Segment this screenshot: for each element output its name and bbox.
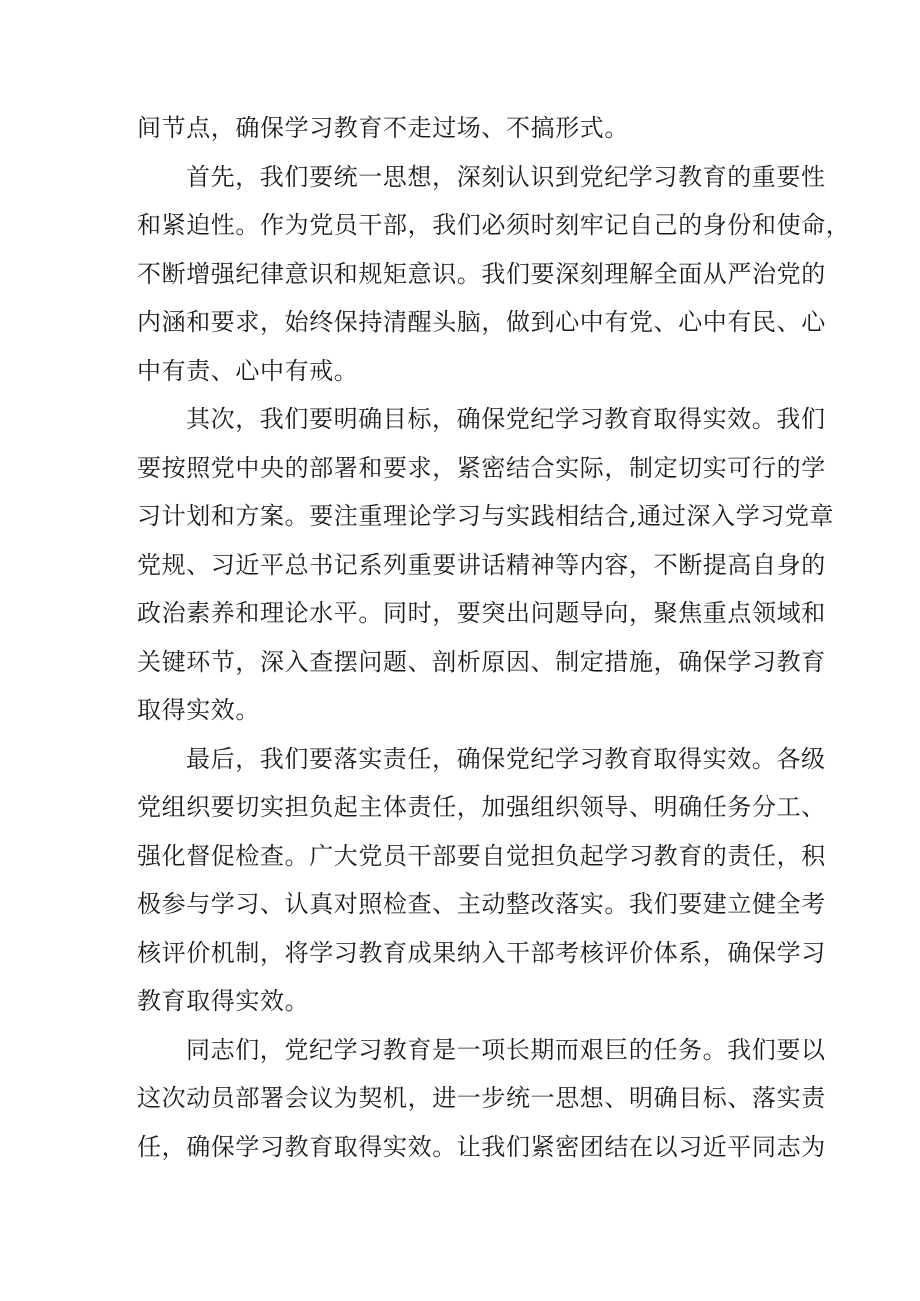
document-body — [137, 104, 851, 1171]
text-line: 取得实效。 — [137, 696, 260, 724]
text-line: 党规、习近平总书记系列重要讲话精神等内容，不断提高自身的 — [137, 550, 826, 579]
text-line: 党组织要切实担负起主体责任，加强组织领导、明确任务分工、 — [137, 793, 826, 821]
text-line: 极参与学习、认真对照检查、主动整改落实。我们要建立健全考 — [137, 890, 826, 918]
text-line: 同志们，党纪学习教育是一项长期而艰巨的任务。我们要以 — [186, 1035, 826, 1064]
text-line: 要按照党中央的部署和要求，紧密结合实际，制定切实可行的学 — [137, 453, 826, 482]
text-line: 这次动员部署会议为契机，进一步统一思想、明确目标、落实责 — [137, 1084, 826, 1112]
text-line: 和紧迫性。作为党员干部，我们必须时刻牢记自己的身份和使命， — [137, 211, 851, 239]
text-line: 习计划和方案。要注重理论学习与实践相结合,通过深入学习党章 — [137, 502, 835, 530]
text-line: 中有责、心中有戒。 — [137, 356, 359, 385]
text-line: 首先，我们要统一思想，深刻认识到党纪学习教育的重要性 — [186, 162, 826, 191]
text-line: 关键环节，深入查摆问题、剖析原因、制定措施，确保学习教育 — [137, 647, 826, 676]
text-line: 强化督促检查。广大党员干部要自觉担负起学习教育的责任，积 — [137, 841, 826, 870]
text-line: 间节点，确保学习教育不走过场、不搞形式。 — [137, 114, 629, 142]
text-line: 其次，我们要明确目标，确保党纪学习教育取得实效。我们 — [186, 405, 826, 433]
text-line: 核评价机制，将学习教育成果纳入干部考核评价体系，确保学习 — [137, 938, 826, 967]
text-line: 不断增强纪律意识和规矩意识。我们要深刻理解全面从严治党的 — [137, 259, 826, 288]
text-line: 最后，我们要落实责任，确保党纪学习教育取得实效。各级 — [186, 744, 826, 773]
text-line: 政治素养和理论水平。同时，要突出问题导向，聚焦重点领域和 — [137, 599, 826, 627]
text-line: 教育取得实效。 — [137, 987, 310, 1015]
text-line: 任，确保学习教育取得实效。让我们紧密团结在以习近平同志为 — [137, 1132, 826, 1161]
text-line: 内涵和要求，始终保持清醒头脑，做到心中有党、心中有民、心 — [137, 308, 826, 336]
